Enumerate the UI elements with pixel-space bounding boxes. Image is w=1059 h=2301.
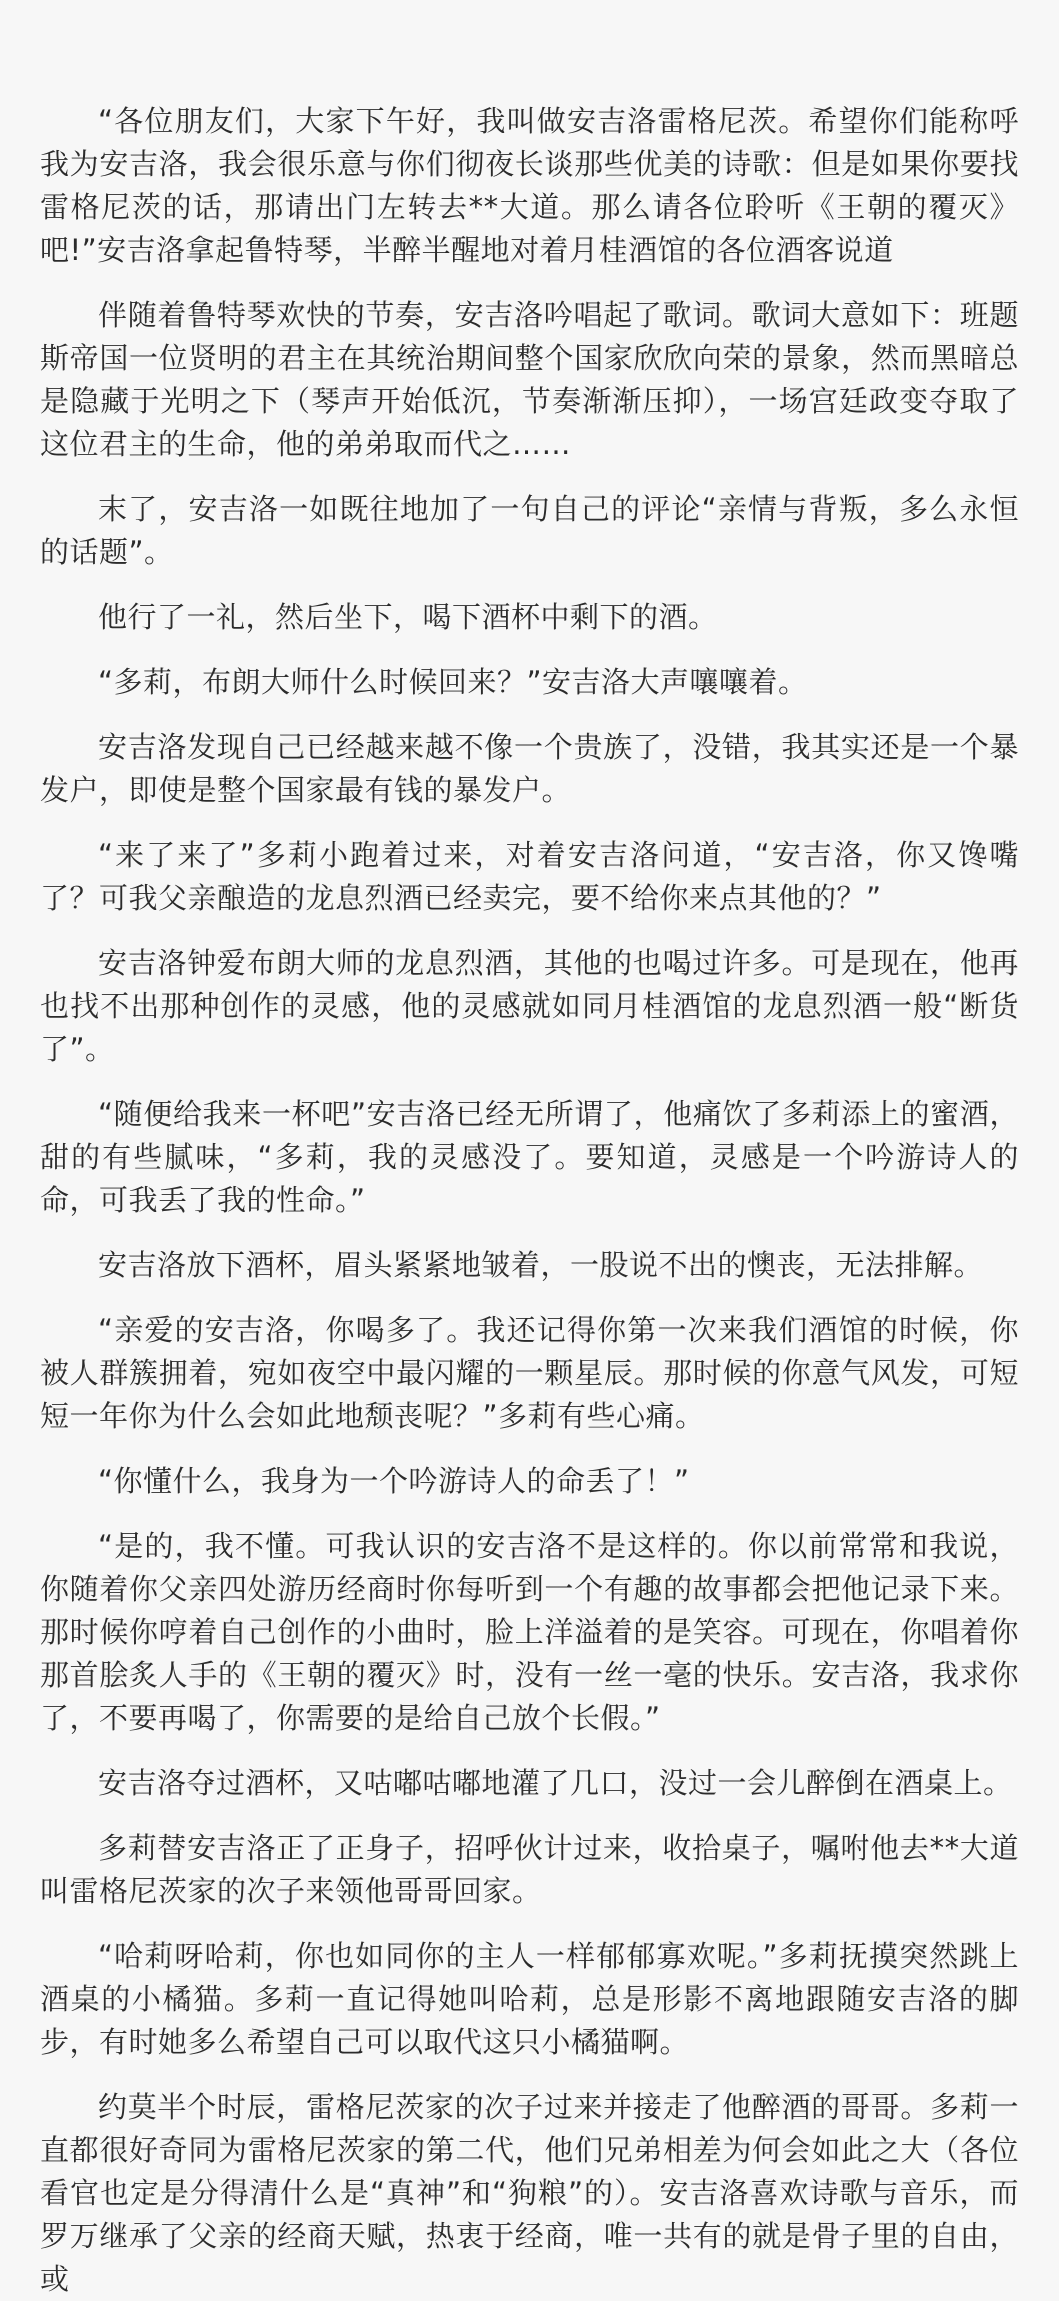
paragraph-10: 安吉洛放下酒杯，眉头紧紧地皱着，一股说不出的懊丧，无法排解。 bbox=[98, 1248, 984, 1282]
paragraph-15: 多莉替安吉洛正了正身子，招呼伙计过来，收拾桌子，嘱咐他去**大道叫雷格尼茨家的次子来领他哥哥回家。 bbox=[40, 1831, 1019, 1908]
paragraph-6: 安吉洛发现自己已经越来越不像一个贵族了，没错，我其实还是一个暴发户，即使是整个国家最有钱的暴发户。 bbox=[40, 730, 1019, 807]
paragraph-11: “亲爱的安吉洛，你喝多了。我还记得你第一次来我们酒馆的时候，你被人群簇拥着，宛如夜空中最闪耀的一颗星辰。那时候的你意气风发，可短短一年你为什么会如此地颓丧呢？”多莉有些心痛。 bbox=[40, 1313, 1019, 1433]
paragraph-2: 伴随着鲁特琴欢快的节奏，安吉洛吟唱起了歌词。歌词大意如下：班题斯帝国一位贤明的君主在其统治期间整个国家欣欣向荣的景象，然而黑暗总是隐藏于光明之下（琴声开始低沉，节奏渐渐压抑），一场宫廷政变夺取了这位君主的生命，他的弟弟取而代之…… bbox=[40, 298, 1019, 461]
paragraph-3: 末了，安吉洛一如既往地加了一句自己的评论“亲情与背叛，多么永恒的话题”。 bbox=[40, 492, 1019, 569]
paragraph-7: “来了来了”多莉小跑着过来，对着安吉洛问道，“安吉洛，你又馋嘴了？可我父亲酿造的龙息烈酒已经卖完，要不给你来点其他的？” bbox=[40, 838, 1019, 915]
paragraph-16: “哈莉呀哈莉，你也如同你的主人一样郁郁寡欢呢。”多莉抚摸突然跳上酒桌的小橘猫。多莉一直记得她叫哈莉，总是形影不离地跟随安吉洛的脚步，有时她多么希望自己可以取代这只小橘猫啊。 bbox=[40, 1939, 1019, 2059]
paragraph-8: 安吉洛钟爱布朗大师的龙息烈酒，其他的也喝过许多。可是现在，他再也找不出那种创作的灵感，他的灵感就如同月桂酒馆的龙息烈酒一般“断货了”。 bbox=[40, 946, 1019, 1066]
paragraph-4: 他行了一礼，然后坐下，喝下酒杯中剩下的酒。 bbox=[98, 600, 718, 634]
paragraph-14: 安吉洛夺过酒杯，又咕嘟咕嘟地灌了几口，没过一会儿醉倒在酒桌上。 bbox=[98, 1766, 1013, 1800]
paragraph-5: “多莉，布朗大师什么时候回来？”安吉洛大声嚷嚷着。 bbox=[98, 665, 808, 699]
paragraph-12: “你懂什么，我身为一个吟游诗人的命丢了！” bbox=[98, 1464, 690, 1498]
paragraph-9: “随便给我来一杯吧”安吉洛已经无所谓了，他痛饮了多莉添上的蜜酒，甜的有些腻味，“多莉，我的灵感没了。要知道，灵感是一个吟游诗人的命，可我丢了我的性命。” bbox=[40, 1097, 1019, 1217]
paragraph-1: “各位朋友们，大家下午好，我叫做安吉洛雷格尼茨。希望你们能称呼我为安吉洛，我会很乐意与你们彻夜长谈那些优美的诗歌：但是如果你要找雷格尼茨的话，那请出门左转去**大道。那么请各位聆听《王朝的覆灭》吧!”安吉洛拿起鲁特琴，半醉半醒地对着月桂酒馆的各位酒客说道 bbox=[40, 104, 1019, 267]
paragraph-17: 约莫半个时辰，雷格尼茨家的次子过来并接走了他醉酒的哥哥。多莉一直都很好奇同为雷格尼茨家的第二代，他们兄弟相差为何会如此之大（各位看官也定是分得清什么是“真神”和“狗粮”的）。安吉洛喜欢诗歌与音乐，而罗万继承了父亲的经商天赋，热衷于经商，唯一共有的就是骨子里的自由，或 bbox=[40, 2090, 1019, 2296]
paragraph-13: “是的，我不懂。可我认识的安吉洛不是这样的。你以前常常和我说，你随着你父亲四处游历经商时你每听到一个有趣的故事都会把他记录下来。那时候你哼着自己创作的小曲时，脸上洋溢着的是笑容。可现在，你唱着你那首脍炙人手的《王朝的覆灭》时，没有一丝一毫的快乐。安吉洛，我求你了，不要再喝了，你需要的是给自己放个长假。” bbox=[40, 1529, 1019, 1735]
